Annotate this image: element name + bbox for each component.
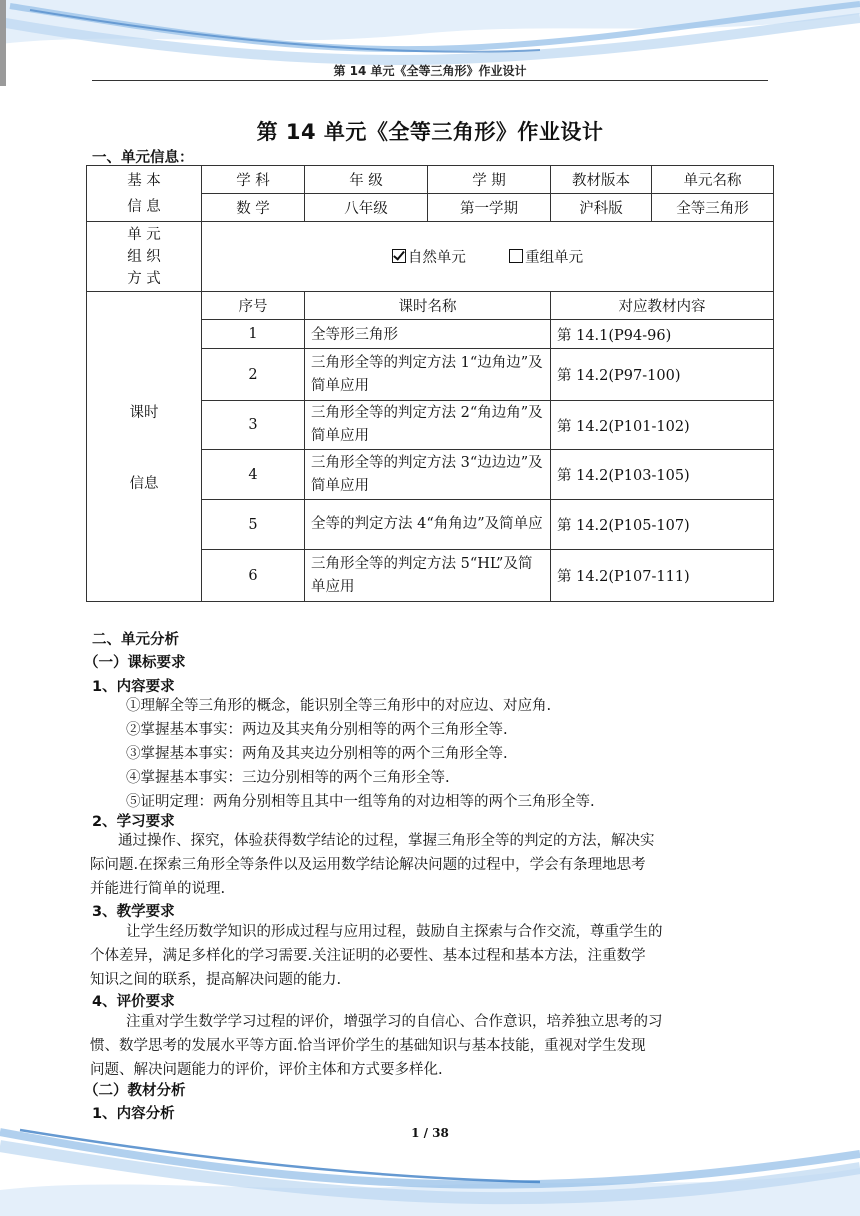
lesson-no: 4 (202, 450, 305, 500)
requirement-point: ③掌握基本事实：两角及其夹边分别相等的两个三角形全等. (126, 746, 508, 762)
textbook-analysis-heading: （二）教材分析 (84, 1083, 186, 1099)
basic-label-line2: 信 息 (127, 198, 161, 215)
org-label-line3: 方 式 (127, 270, 161, 287)
paragraph-line: 让学生经历数学知识的形成过程与应用过程，鼓励自主探索与合作交流，尊重学生的 (126, 924, 663, 940)
regrouped-unit-label: 重组单元 (525, 250, 584, 266)
section-unit-analysis-heading: 二、单元分析 (92, 632, 179, 648)
paragraph-line: 际问题.在探索三角形全等条件以及运用数学结论解决问题的过程中，学会有条理地思考 (90, 857, 646, 873)
org-label-line2: 组 织 (127, 248, 161, 265)
header-semester: 学 期 (428, 166, 551, 194)
content-analysis-heading: 1、内容分析 (92, 1106, 175, 1122)
teaching-requirements-heading: 3、教学要求 (92, 904, 175, 920)
header-subject: 学 科 (202, 166, 305, 194)
regrouped-unit-option[interactable] (509, 250, 583, 266)
organization-options (202, 222, 774, 292)
lesson-content: 第 14.2(P101-102) (551, 401, 774, 450)
lesson-no: 1 (202, 320, 305, 349)
basic-label-line1: 基 本 (127, 172, 161, 189)
learning-requirements-text (90, 829, 775, 901)
value-grade: 八年级 (305, 194, 428, 222)
unchecked-box-icon[interactable] (509, 249, 523, 263)
header-grade: 年 级 (305, 166, 428, 194)
paragraph-line: 通过操作、探究，体验获得数学结论的过程，掌握三角形全等的判定的方法，解决实 (118, 833, 655, 849)
lesson-no: 3 (202, 401, 305, 450)
natural-unit-option[interactable] (392, 250, 471, 266)
requirement-point: ②掌握基本事实：两边及其夹角分别相等的两个三角形全等. (126, 722, 508, 738)
unit-info-table (86, 165, 774, 602)
running-header: 第 14 单元《全等三角形》作业设计 (333, 64, 527, 78)
requirement-point: ⑤证明定理：两角分别相等且其中一组等角的对边相等的两个三角形全等. (126, 794, 595, 810)
lesson-content: 第 14.2(P107-111) (551, 550, 774, 602)
paragraph-line: 惯、数学思考的发展水平等方面.恰当评价学生的基础知识与基本技能，重视对学生发现 (90, 1038, 646, 1054)
value-subject: 数 学 (202, 194, 305, 222)
requirement-point: ①理解全等三角形的概念，能识别全等三角形中的对应边、对应角. (126, 698, 552, 714)
lesson-no: 2 (202, 349, 305, 401)
document-title: 第 14 单元《全等三角形》作业设计 (256, 120, 604, 144)
organization-label (87, 222, 202, 292)
lesson-name: 全等的判定方法 4“角角边”及简单应 (305, 500, 551, 550)
value-unit-name: 全等三角形 (652, 194, 774, 222)
natural-unit-label: 自然单元 (407, 250, 466, 266)
lesson-label-line1: 课时 (129, 404, 159, 421)
lesson-content: 第 14.1(P94-96) (551, 320, 774, 349)
lesson-header-content: 对应教材内容 (551, 292, 774, 320)
paragraph-line: 个体差异，满足多样化的学习需要.关注证明的必要性、基本过程和基本方法，注重数学 (90, 948, 646, 964)
paragraph-line: 知识之间的联系，提高解决问题的能力. (90, 972, 342, 988)
evaluation-requirements-heading: 4、评价要求 (92, 994, 175, 1010)
curriculum-requirements-heading: （一）课标要求 (84, 655, 186, 671)
lesson-name: 三角形全等的判定方法 5“HL”及简单应用 (305, 550, 551, 602)
paragraph-line: 并能进行简单的说理. (90, 881, 226, 897)
lesson-name: 三角形全等的判定方法 3“边边边”及简单应用 (305, 450, 551, 500)
evaluation-requirements-text (90, 1010, 775, 1082)
lesson-no: 6 (202, 550, 305, 602)
basic-info-label (87, 166, 202, 222)
lesson-header-name: 课时名称 (305, 292, 551, 320)
lesson-info-label (87, 292, 202, 602)
checked-box-icon[interactable] (392, 249, 406, 263)
org-label-line1: 单 元 (127, 226, 161, 243)
lesson-no: 5 (202, 500, 305, 550)
lesson-name: 三角形全等的判定方法 2“角边角”及简单应用 (305, 401, 551, 450)
lesson-content: 第 14.2(P97-100) (551, 349, 774, 401)
paragraph-line: 注重对学生数学学习过程的评价，增强学习的自信心、合作意识，培养独立思考的习 (126, 1014, 663, 1030)
learning-requirements-heading: 2、学习要求 (92, 814, 175, 830)
paragraph-line: 问题、解决问题能力的评价，评价主体和方式要多样化. (90, 1062, 443, 1078)
value-semester: 第一学期 (428, 194, 551, 222)
header-edition: 教材版本 (551, 166, 652, 194)
value-edition: 沪科版 (551, 194, 652, 222)
lesson-label-line2: 信息 (129, 475, 159, 492)
lesson-content: 第 14.2(P105-107) (551, 500, 774, 550)
page-number: 1 / 38 (411, 1126, 449, 1140)
lesson-name: 全等形三角形 (305, 320, 551, 349)
lesson-name: 三角形全等的判定方法 1“边角边”及简单应用 (305, 349, 551, 401)
lesson-header-no: 序号 (202, 292, 305, 320)
header-unit-name: 单元名称 (652, 166, 774, 194)
content-requirements-heading: 1、内容要求 (92, 679, 175, 695)
content-requirement-points (126, 694, 776, 814)
footer-wave-decoration (0, 1128, 860, 1216)
teaching-requirements-text (90, 920, 775, 992)
header-rule (92, 80, 768, 81)
section-unit-info-heading: 一、单元信息： (92, 150, 194, 166)
requirement-point: ④掌握基本事实：三边分别相等的两个三角形全等. (126, 770, 450, 786)
lesson-content: 第 14.2(P103-105) (551, 450, 774, 500)
